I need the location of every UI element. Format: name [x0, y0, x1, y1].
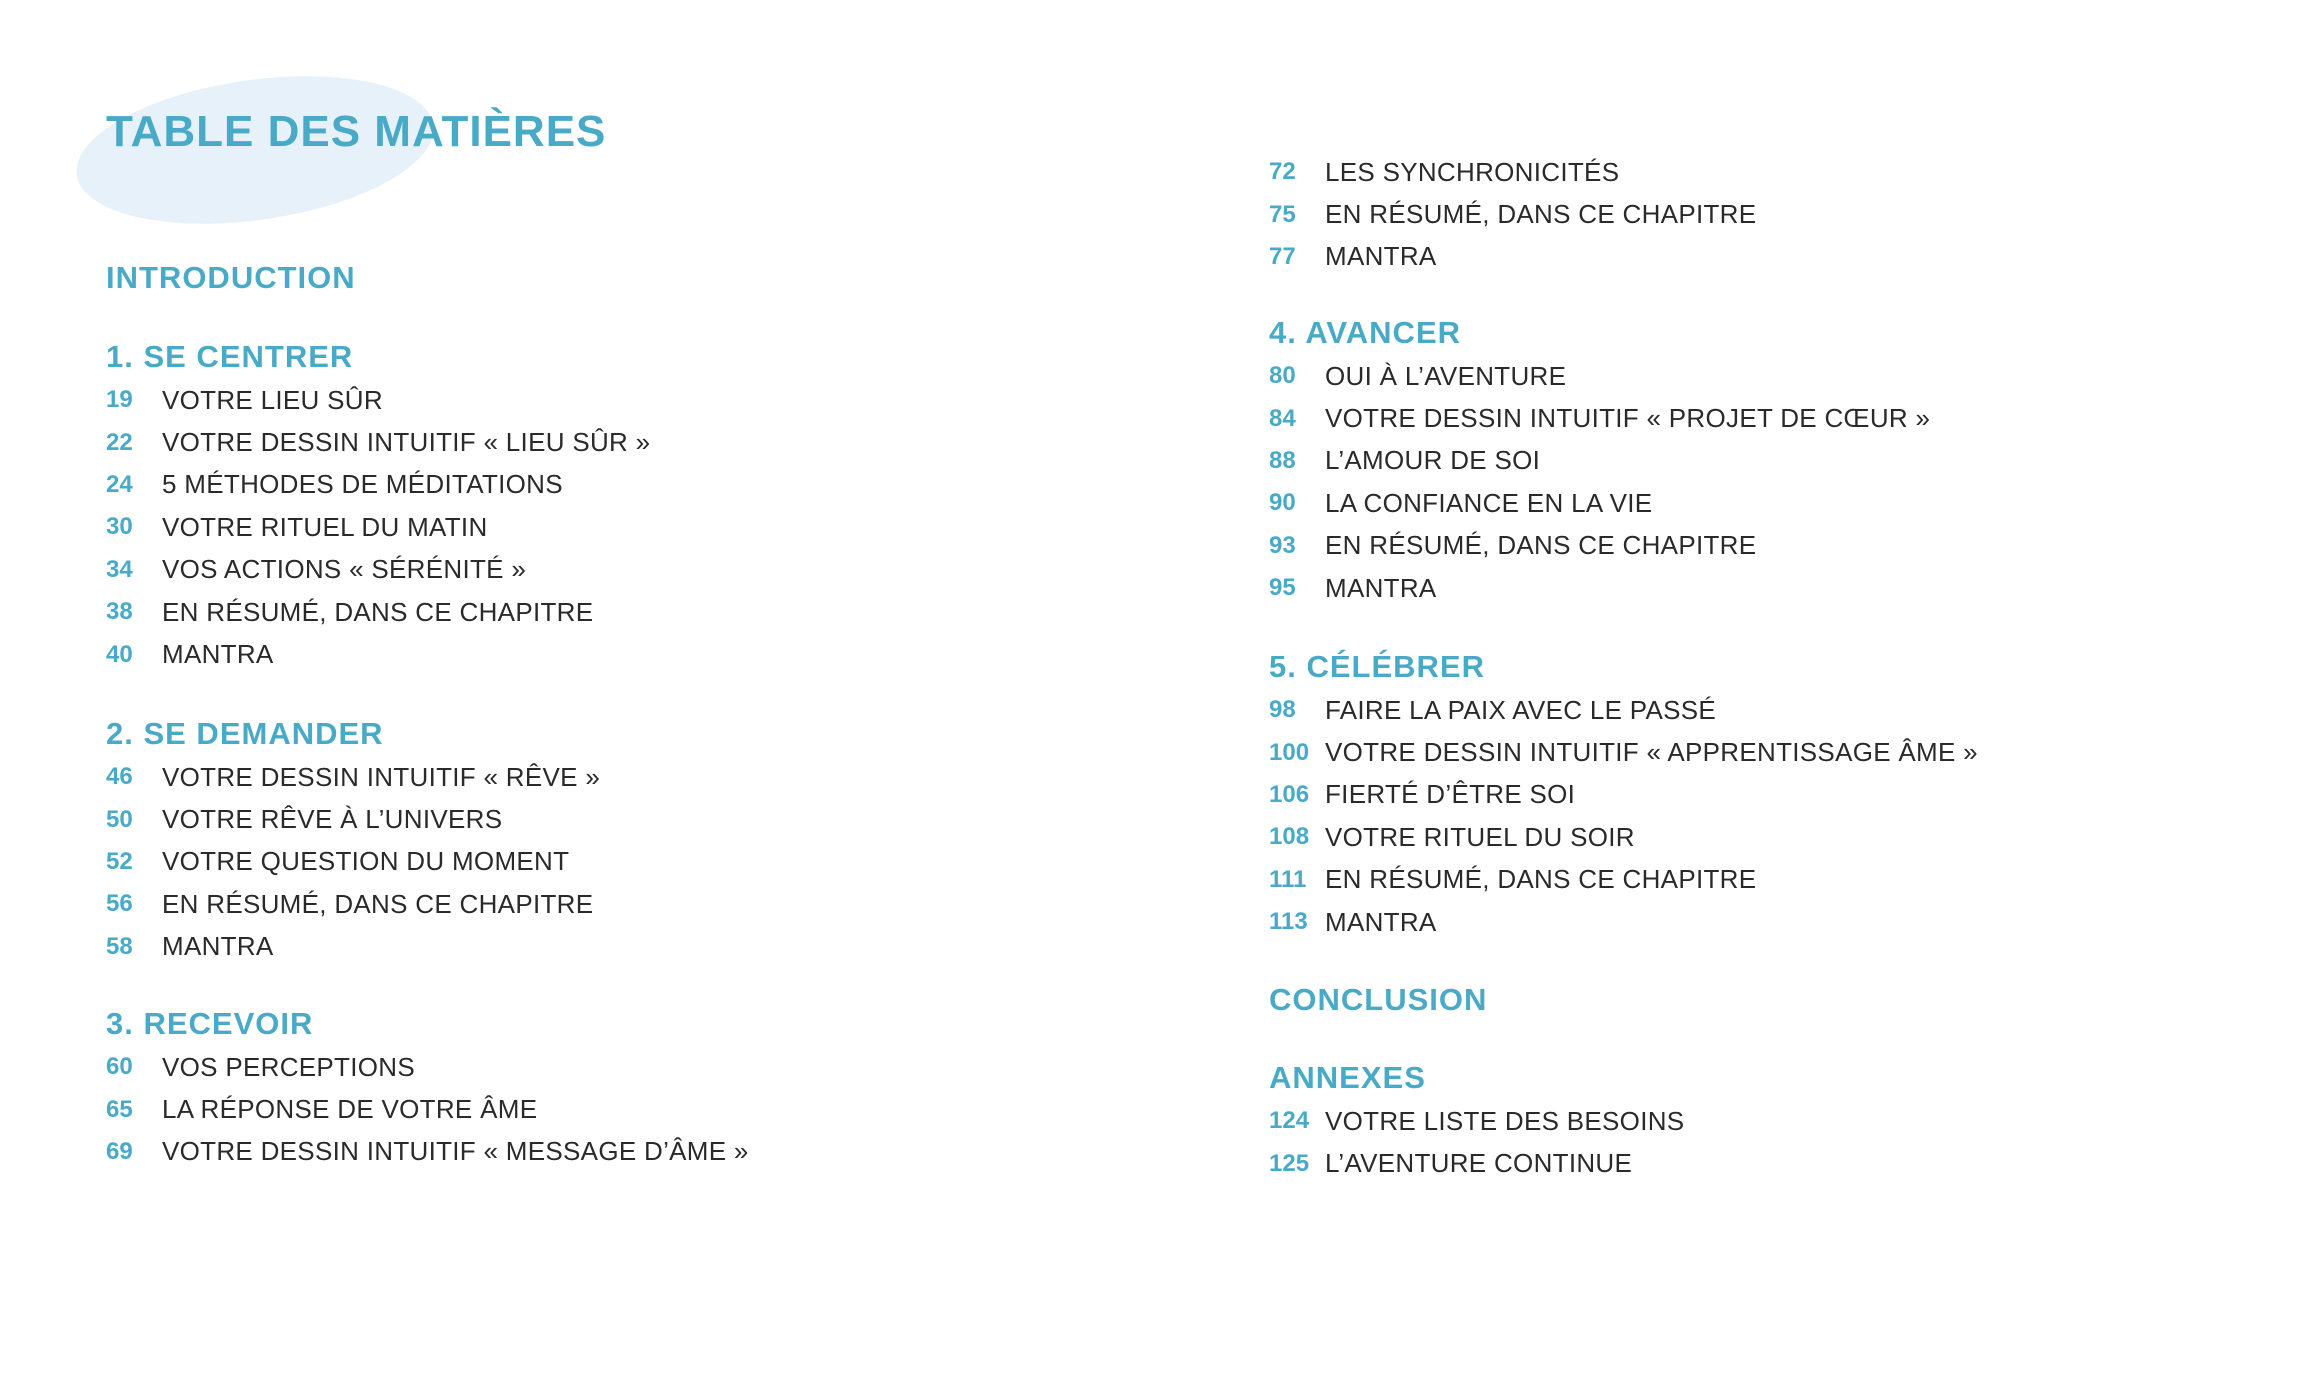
toc-entry[interactable]: [106, 1046, 749, 1088]
page-number: 108: [1269, 823, 1310, 851]
page-number: 100: [1269, 738, 1310, 766]
entry-title: FIERTÉ D’ÊTRE SOI: [1325, 779, 1576, 810]
entry-title: EN RÉSUMÉ, DANS CE CHAPITRE: [1325, 530, 1757, 561]
section-avancer: [1269, 311, 1930, 609]
page-number: 24: [106, 470, 133, 498]
page-number: 56: [106, 890, 133, 918]
section-conclusion: [1269, 978, 1487, 1022]
entry-title: VOTRE LIEU SÛR: [162, 384, 383, 415]
toc-entry[interactable]: [1269, 355, 1930, 397]
toc-entry[interactable]: [106, 1088, 749, 1130]
toc-entry[interactable]: [106, 926, 600, 968]
page-number: 69: [106, 1137, 133, 1165]
entry-title: MANTRA: [1325, 572, 1437, 603]
toc-entry[interactable]: [1269, 1142, 1684, 1184]
entry-title: LES SYNCHRONICITÉS: [1325, 156, 1620, 187]
toc-entry[interactable]: [106, 1131, 749, 1173]
toc-entry[interactable]: [1269, 567, 1930, 609]
section-heading[interactable]: INTRODUCTION: [106, 260, 356, 295]
page-number: 84: [1269, 404, 1296, 432]
entry-title: VOTRE QUESTION DU MOMENT: [162, 846, 570, 877]
page-number: 125: [1269, 1149, 1310, 1177]
section-se-demander: [106, 712, 600, 968]
page-number: 75: [1269, 200, 1296, 228]
page-number: 58: [106, 932, 133, 960]
section-heading[interactable]: 5. CÉLÉBRER: [1269, 649, 1485, 684]
entry-title: EN RÉSUMÉ, DANS CE CHAPITRE: [162, 888, 594, 919]
section-heading[interactable]: 3. RECEVOIR: [106, 1006, 314, 1041]
entry-title: VOTRE DESSIN INTUITIF « LIEU SÛR »: [162, 427, 651, 458]
page-number: 52: [106, 847, 133, 875]
entry-title: MANTRA: [1325, 241, 1437, 272]
page-number: 88: [1269, 446, 1296, 474]
section-heading[interactable]: CONCLUSION: [1269, 982, 1488, 1017]
entry-title: VOTRE DESSIN INTUITIF « MESSAGE D’ÂME »: [162, 1136, 749, 1167]
page-number: 95: [1269, 574, 1296, 602]
toc-entry[interactable]: [1269, 482, 1930, 524]
entry-list: [106, 379, 650, 676]
toc-entry[interactable]: [106, 633, 650, 675]
toc-entry[interactable]: [1269, 440, 1930, 482]
section-se-centrer: [106, 335, 650, 676]
entry-list: [1269, 151, 1756, 278]
toc-entry[interactable]: [106, 883, 600, 925]
page-number: 98: [1269, 696, 1296, 724]
toc-entry[interactable]: [106, 841, 600, 883]
entry-title: VOS PERCEPTIONS: [162, 1051, 415, 1082]
entry-title: OUI À L’AVENTURE: [1325, 360, 1567, 391]
toc-entry[interactable]: [1269, 1100, 1684, 1142]
page-number: 19: [106, 386, 133, 414]
toc-entry[interactable]: [106, 756, 600, 798]
entry-title: VOS ACTIONS « SÉRÉNITÉ »: [162, 554, 527, 585]
section-introduction: [106, 256, 356, 300]
entry-title: MANTRA: [162, 931, 274, 962]
entry-title: L’AMOUR DE SOI: [1325, 445, 1541, 476]
toc-entry[interactable]: [106, 506, 650, 548]
page-number: 106: [1269, 780, 1310, 808]
page-number: 60: [106, 1053, 133, 1081]
section-recevoir: [106, 1002, 749, 1173]
toc-entry[interactable]: [1269, 859, 1978, 901]
toc-entry[interactable]: [1269, 151, 1756, 193]
page-title: TABLE DES MATIÈRES: [106, 107, 607, 156]
toc-entry[interactable]: [1269, 731, 1978, 773]
entry-title: MANTRA: [162, 639, 274, 670]
section-heading[interactable]: 2. SE DEMANDER: [106, 716, 384, 751]
toc-entry[interactable]: [1269, 193, 1756, 235]
entry-title: EN RÉSUMÉ, DANS CE CHAPITRE: [1325, 199, 1757, 230]
toc-entry[interactable]: [106, 549, 650, 591]
page-number: 72: [1269, 158, 1296, 186]
toc-entry[interactable]: [1269, 774, 1978, 816]
page-number: 90: [1269, 489, 1296, 517]
entry-list: [1269, 689, 1978, 943]
toc-entry[interactable]: [106, 798, 600, 840]
toc-entry[interactable]: [1269, 525, 1930, 567]
toc-entry[interactable]: [1269, 816, 1978, 858]
page-number: 124: [1269, 1107, 1310, 1135]
entry-title: VOTRE DESSIN INTUITIF « PROJET DE CŒUR »: [1325, 403, 1931, 434]
section-heading[interactable]: 4. AVANCER: [1269, 315, 1462, 350]
entry-title: VOTRE DESSIN INTUITIF « APPRENTISSAGE ÂME »: [1325, 737, 1978, 768]
entry-title: LA CONFIANCE EN LA VIE: [1325, 487, 1653, 518]
toc-entry[interactable]: [1269, 689, 1978, 731]
page-number: 50: [106, 805, 133, 833]
toc-entry[interactable]: [1269, 397, 1930, 439]
entry-title: LA RÉPONSE DE VOTRE ÂME: [162, 1094, 538, 1125]
entry-title: 5 MÉTHODES DE MÉDITATIONS: [162, 469, 563, 500]
page-number: 30: [106, 513, 133, 541]
section-heading[interactable]: ANNEXES: [1269, 1060, 1426, 1095]
page-number: 80: [1269, 362, 1296, 390]
section-recevoir-continued: [1269, 151, 1756, 278]
page-number: 77: [1269, 242, 1296, 270]
entry-list: [1269, 1100, 1684, 1185]
page-number: 93: [1269, 531, 1296, 559]
toc-entry[interactable]: [106, 421, 650, 463]
page-number: 65: [106, 1095, 133, 1123]
toc-entry[interactable]: [106, 464, 650, 506]
entry-title: FAIRE LA PAIX AVEC LE PASSÉ: [1325, 694, 1717, 725]
entry-title: L’AVENTURE CONTINUE: [1325, 1148, 1633, 1179]
entry-list: [106, 756, 600, 968]
page-number: 111: [1269, 865, 1307, 893]
section-annexes: [1269, 1056, 1684, 1185]
entry-title: VOTRE RITUEL DU MATIN: [162, 511, 488, 542]
entry-title: VOTRE LISTE DES BESOINS: [1325, 1105, 1685, 1136]
entry-list: [106, 1046, 749, 1173]
toc-entry[interactable]: [106, 591, 650, 633]
entry-title: VOTRE DESSIN INTUITIF « RÊVE »: [162, 761, 601, 792]
toc-entry[interactable]: [1269, 901, 1978, 943]
toc-entry[interactable]: [1269, 236, 1756, 278]
section-celebrer: [1269, 645, 1978, 943]
entry-title: VOTRE RÊVE À L’UNIVERS: [162, 804, 503, 835]
entry-list: [1269, 355, 1930, 609]
section-heading[interactable]: 1. SE CENTRER: [106, 339, 354, 374]
page-number: 38: [106, 598, 133, 626]
entry-title: EN RÉSUMÉ, DANS CE CHAPITRE: [1325, 864, 1757, 895]
toc-entry[interactable]: [106, 379, 650, 421]
page-number: 40: [106, 640, 133, 668]
page-number: 34: [106, 555, 133, 583]
entry-title: MANTRA: [1325, 906, 1437, 937]
page-number: 22: [106, 428, 133, 456]
page-number: 46: [106, 763, 133, 791]
entry-title: EN RÉSUMÉ, DANS CE CHAPITRE: [162, 596, 594, 627]
entry-title: VOTRE RITUEL DU SOIR: [1325, 821, 1635, 852]
page-number: 113: [1269, 908, 1308, 936]
